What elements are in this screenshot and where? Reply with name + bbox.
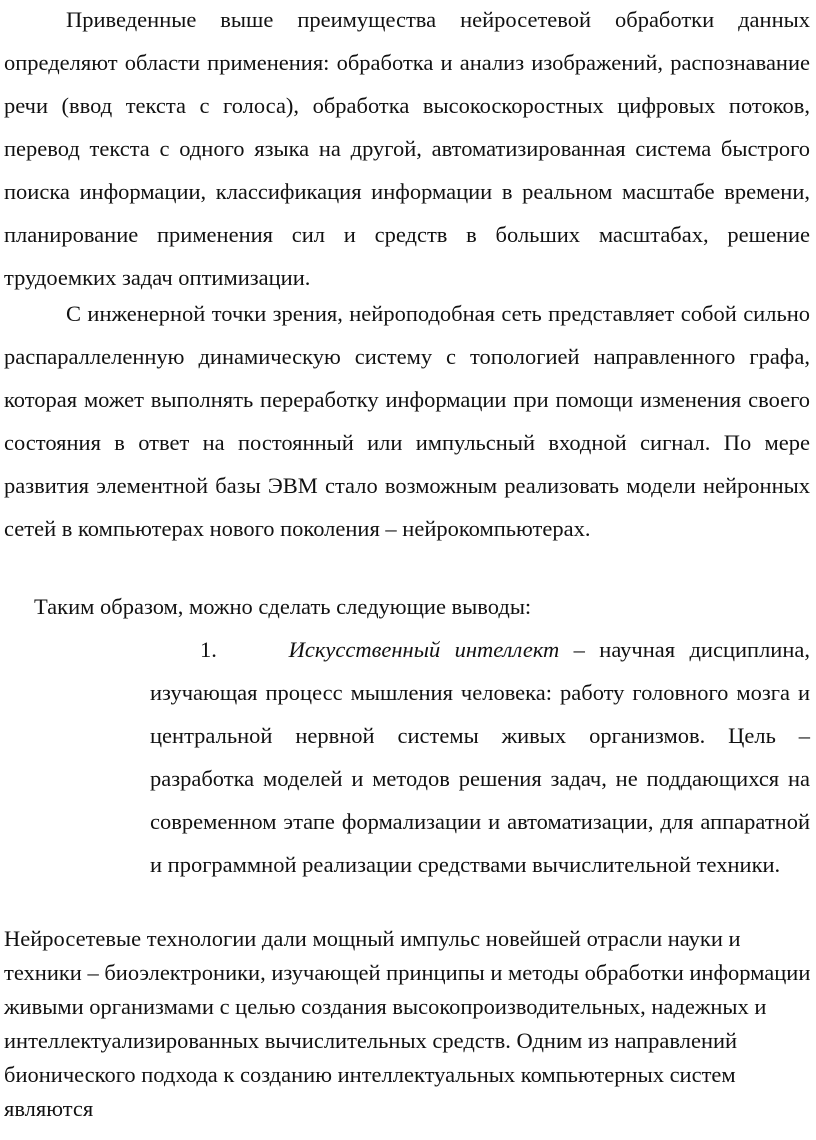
paragraph-engineering-view: С инженерной точки зрения, нейроподобная сеть представляет собой сильно распараллеленную динамическую систему с топологией направленного графа, которая может выполнять переработку информации при помощи изменения своего состояния в ответ на постоянный или импульсный входной сигнал. По мере развития элементной базы ЭВМ стало возможным реализовать модели нейронных сетей в компьютерах нового поколения – нейрокомпьютерах. xyxy=(4,301,810,541)
list-item-text: – научная дисциплина, изучающая процесс мышления человека: работу головного мозга и центральной нервной системы живых организмов. Цель – разработка моделей и методов решения задач, не поддающихся на современном этапе формализации и автоматизации, для аппаратной и программной реализации средствами вычислительной техники. xyxy=(150,637,810,877)
paragraph-bioelectronics: Нейросетевые технологии дали мощный импульс новейшей отрасли науки и техники – биоэлектроники, изучающей принципы и методы обработки информации живыми организмами с целью создания высокопроизводительных, надежных и интеллектуализированных вычислительных средств. Одним из направлений бионического подхода к созданию интеллектуальных компьютерных систем являются xyxy=(4,926,811,1121)
list-item-number: 1. xyxy=(200,637,217,662)
list-item-ai-definition xyxy=(150,628,810,886)
list-item-term: Искусственный интеллект xyxy=(288,637,560,662)
paragraph-applications: Приведенные выше преимущества нейросетевой обработки данных определяют области применения: обработка и анализ изображений, распознавание речи (ввод текста с голоса), обработка высокоскоростных цифровых потоков, перевод текста с одного языка на другой, автоматизированная система быстрого поиска информации, классификация информации в реальном масштабе времени, планирование применения сил и средств в больших масштабах, решение трудоемких задач оптимизации. xyxy=(4,7,810,290)
paragraph-conclusions-intro: Таким образом, можно сделать следующие выводы: xyxy=(34,594,532,619)
